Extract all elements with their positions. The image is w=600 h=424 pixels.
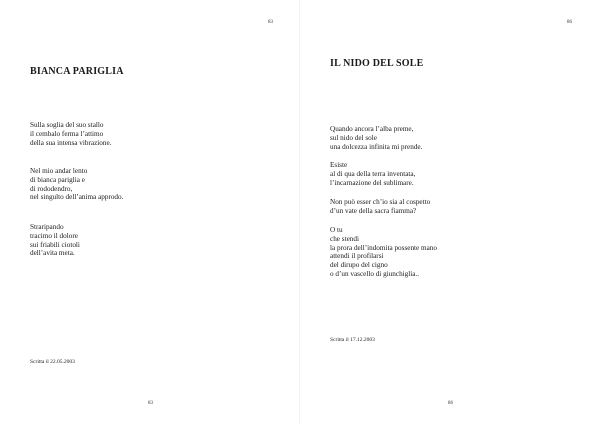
signature-date-right: Scritta il 17.12.2003 bbox=[330, 337, 375, 343]
verse-line: Esiste bbox=[330, 161, 348, 169]
verse-line: al di qua della terra inventata, bbox=[330, 169, 416, 178]
verse-line: d’un vate della sacra fiamma? bbox=[330, 206, 417, 215]
verse-line: di bianca pariglia e bbox=[30, 175, 85, 184]
verse-line: Straripando bbox=[30, 223, 64, 231]
signature-date-left: Scritta il 22.05.2003 bbox=[30, 359, 75, 365]
verse-line: attendi il profilarsi bbox=[330, 252, 384, 261]
stanza-right-1 bbox=[330, 125, 422, 151]
verse-line: sul nido del sole bbox=[330, 133, 377, 142]
verse-line: Non può esser ch’io sia al cospetto bbox=[330, 198, 431, 206]
verse-line: della sua intensa vibrazione. bbox=[30, 138, 112, 147]
verse-line: di rododendro, bbox=[30, 184, 73, 193]
verse-line: Nel mio andar lento bbox=[30, 167, 88, 175]
left-header-page-number: 83 bbox=[268, 20, 273, 25]
verse-line: nel singulto dell’anima approdo. bbox=[30, 193, 124, 202]
verse-line: o d’un vascello di giunchiglia.. bbox=[330, 269, 420, 278]
verse-line: il cembalo ferma l’attimo bbox=[30, 129, 104, 138]
verse-line: dell’avita meta. bbox=[30, 249, 75, 258]
stanza-right-2 bbox=[330, 161, 415, 187]
verse-line: una dolcezza infinita mi prende. bbox=[330, 142, 423, 151]
verse-line: Quando ancora l’alba preme, bbox=[330, 125, 414, 133]
stanza-left-2 bbox=[30, 167, 123, 202]
stanza-left-1 bbox=[30, 121, 111, 147]
stanza-right-4 bbox=[330, 226, 437, 279]
verse-line: O tu bbox=[330, 226, 343, 234]
verse-line: l’incarnazione del sublimare. bbox=[330, 178, 414, 187]
stanza-left-3 bbox=[30, 223, 80, 258]
verse-line: tracimo il dolore bbox=[30, 231, 78, 240]
verse-line: sui friabili ciotoli bbox=[30, 240, 80, 249]
right-page bbox=[300, 0, 600, 424]
verse-line: Sulla soglia del suo stallo bbox=[30, 121, 104, 129]
verse-line: che stendi bbox=[330, 234, 359, 243]
verse-line: del dirupo del cigno bbox=[330, 261, 388, 270]
verse-line: la prora dell’indomita possente mano bbox=[330, 243, 437, 252]
poem-title-left: BIANCA PARIGLIA bbox=[30, 66, 124, 77]
left-footer-page-number: 83 bbox=[148, 401, 153, 406]
stanza-right-3 bbox=[330, 198, 430, 216]
right-footer-page-number: 86 bbox=[448, 401, 453, 406]
poem-title-right: IL NIDO DEL SOLE bbox=[330, 58, 424, 69]
right-header-page-number: 86 bbox=[567, 20, 572, 25]
